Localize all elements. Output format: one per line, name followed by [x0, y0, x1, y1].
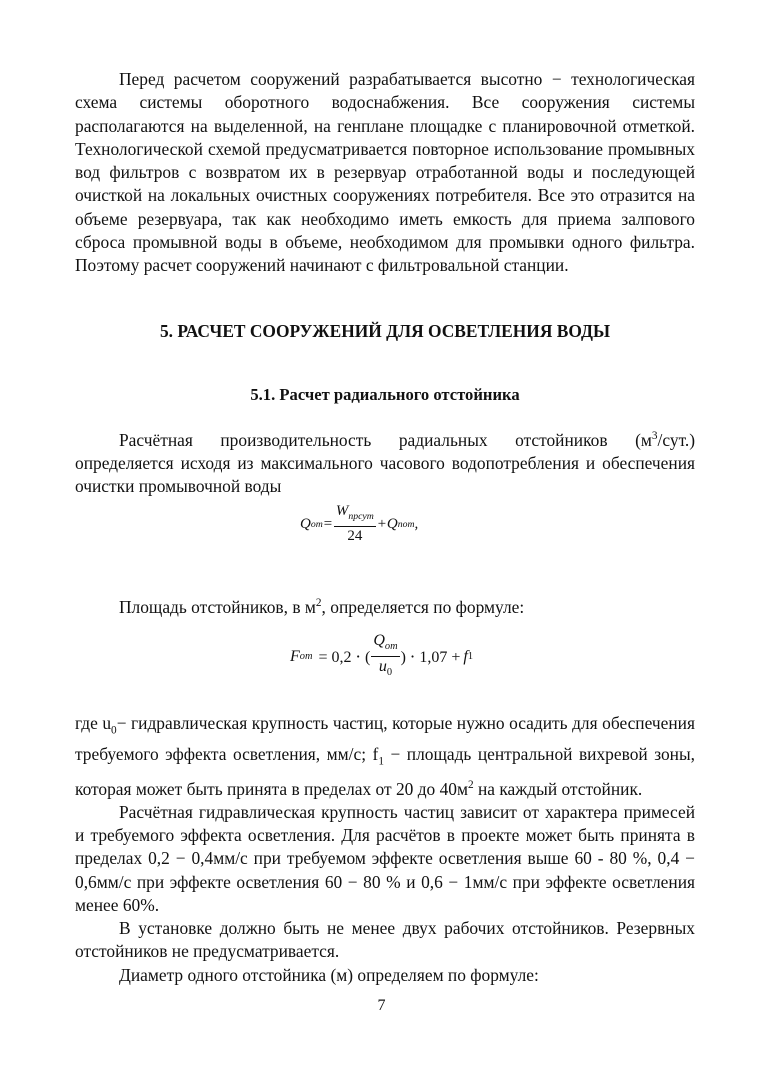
page-number: 7	[377, 997, 386, 1014]
area-paragraph-block	[75, 592, 695, 619]
intro-paragraph: Перед расчетом сооружений разрабатывается высотно − технологическая схема системы оборотного водоснабжения. Все сооружения системы располагаются на выделенной, на генплане площадке с планировочной отметкой. Технологической схемой предусматривается повторное использование промывных вод фильтров с возвратом их в резервуар отработанной воды и последующей очисткой на локальных очистных сооружениях потребителя. Все это отразится на объеме резервуара, так как необходимо иметь емкость для приема залпового сброса промывной воды в объеме, необходимом для промывки одного фильтра. Поэтому расчет сооружений начинают с фильтровальной станции.	[75, 69, 695, 276]
install-paragraph: В установке должно быть не менее двух рабочих отстойников. Резервных отстойников не предусматривается.	[75, 918, 695, 962]
capacity-paragraph: Расчётная производительность радиальных отстойников $(м^3/сут.)$ определяется исходя из максимального часового водопотребления и обеспечения очистки промывочной воды	[75, 429, 695, 497]
diameter-paragraph: Диаметр одного отстойника (м) определяем по формуле:	[119, 964, 539, 985]
area-paragraph: Площадь отстойников, в $м^2$, определяется по формуле:	[119, 596, 525, 617]
formula-capacity-fraction: $\frac{W_{прсут}}{24}$	[335, 503, 374, 544]
chapter-title: 5. РАСЧЕТ СООРУЖЕНИЙ ДЛЯ ОСВЕТЛЕНИЯ ВОДЫ	[159, 321, 611, 341]
formula-area-fraction: $\frac{Q_{от}}{u_0}$	[373, 632, 398, 679]
formula-area: F от = 0,2 ⋅ ( $\frac{Q_{от}}{u_0}$ ) ⋅ 1,07 + f 1	[290, 632, 473, 681]
formula-capacity: Q от = $\frac{W_{прсут}}{24}$ +Q пот ,	[300, 503, 419, 544]
where-paragraph: где $u_0-$ гидравлическая крупность частиц, которые нужно осадить для обеспечения требуемого эффекта осветления, мм/с; $f_1$ − площадь центральной вихревой зоны, которая может быть принята в пределах от 20 до $40м^2$ на каждый отстойник.	[75, 713, 695, 799]
capacity-paragraph-block	[75, 425, 695, 499]
body-block	[75, 712, 695, 987]
section-title: 5.1. Расчет радиального отстойника	[250, 385, 520, 404]
hydraulic-paragraph: Расчётная гидравлическая крупность частиц зависит от характера примесей и требуемого эффекта осветления. Для расчётов в проекте может быть принята в пределах 0,2 − 0,4мм/с при требуемом эффекте осветления выше 60 - 80 %, 0,4 − 0,6мм/с при эффекте осветления 60 − 80 % и 0,6 − 1мм/с при эффекте осветления менее 60%.	[75, 801, 695, 915]
